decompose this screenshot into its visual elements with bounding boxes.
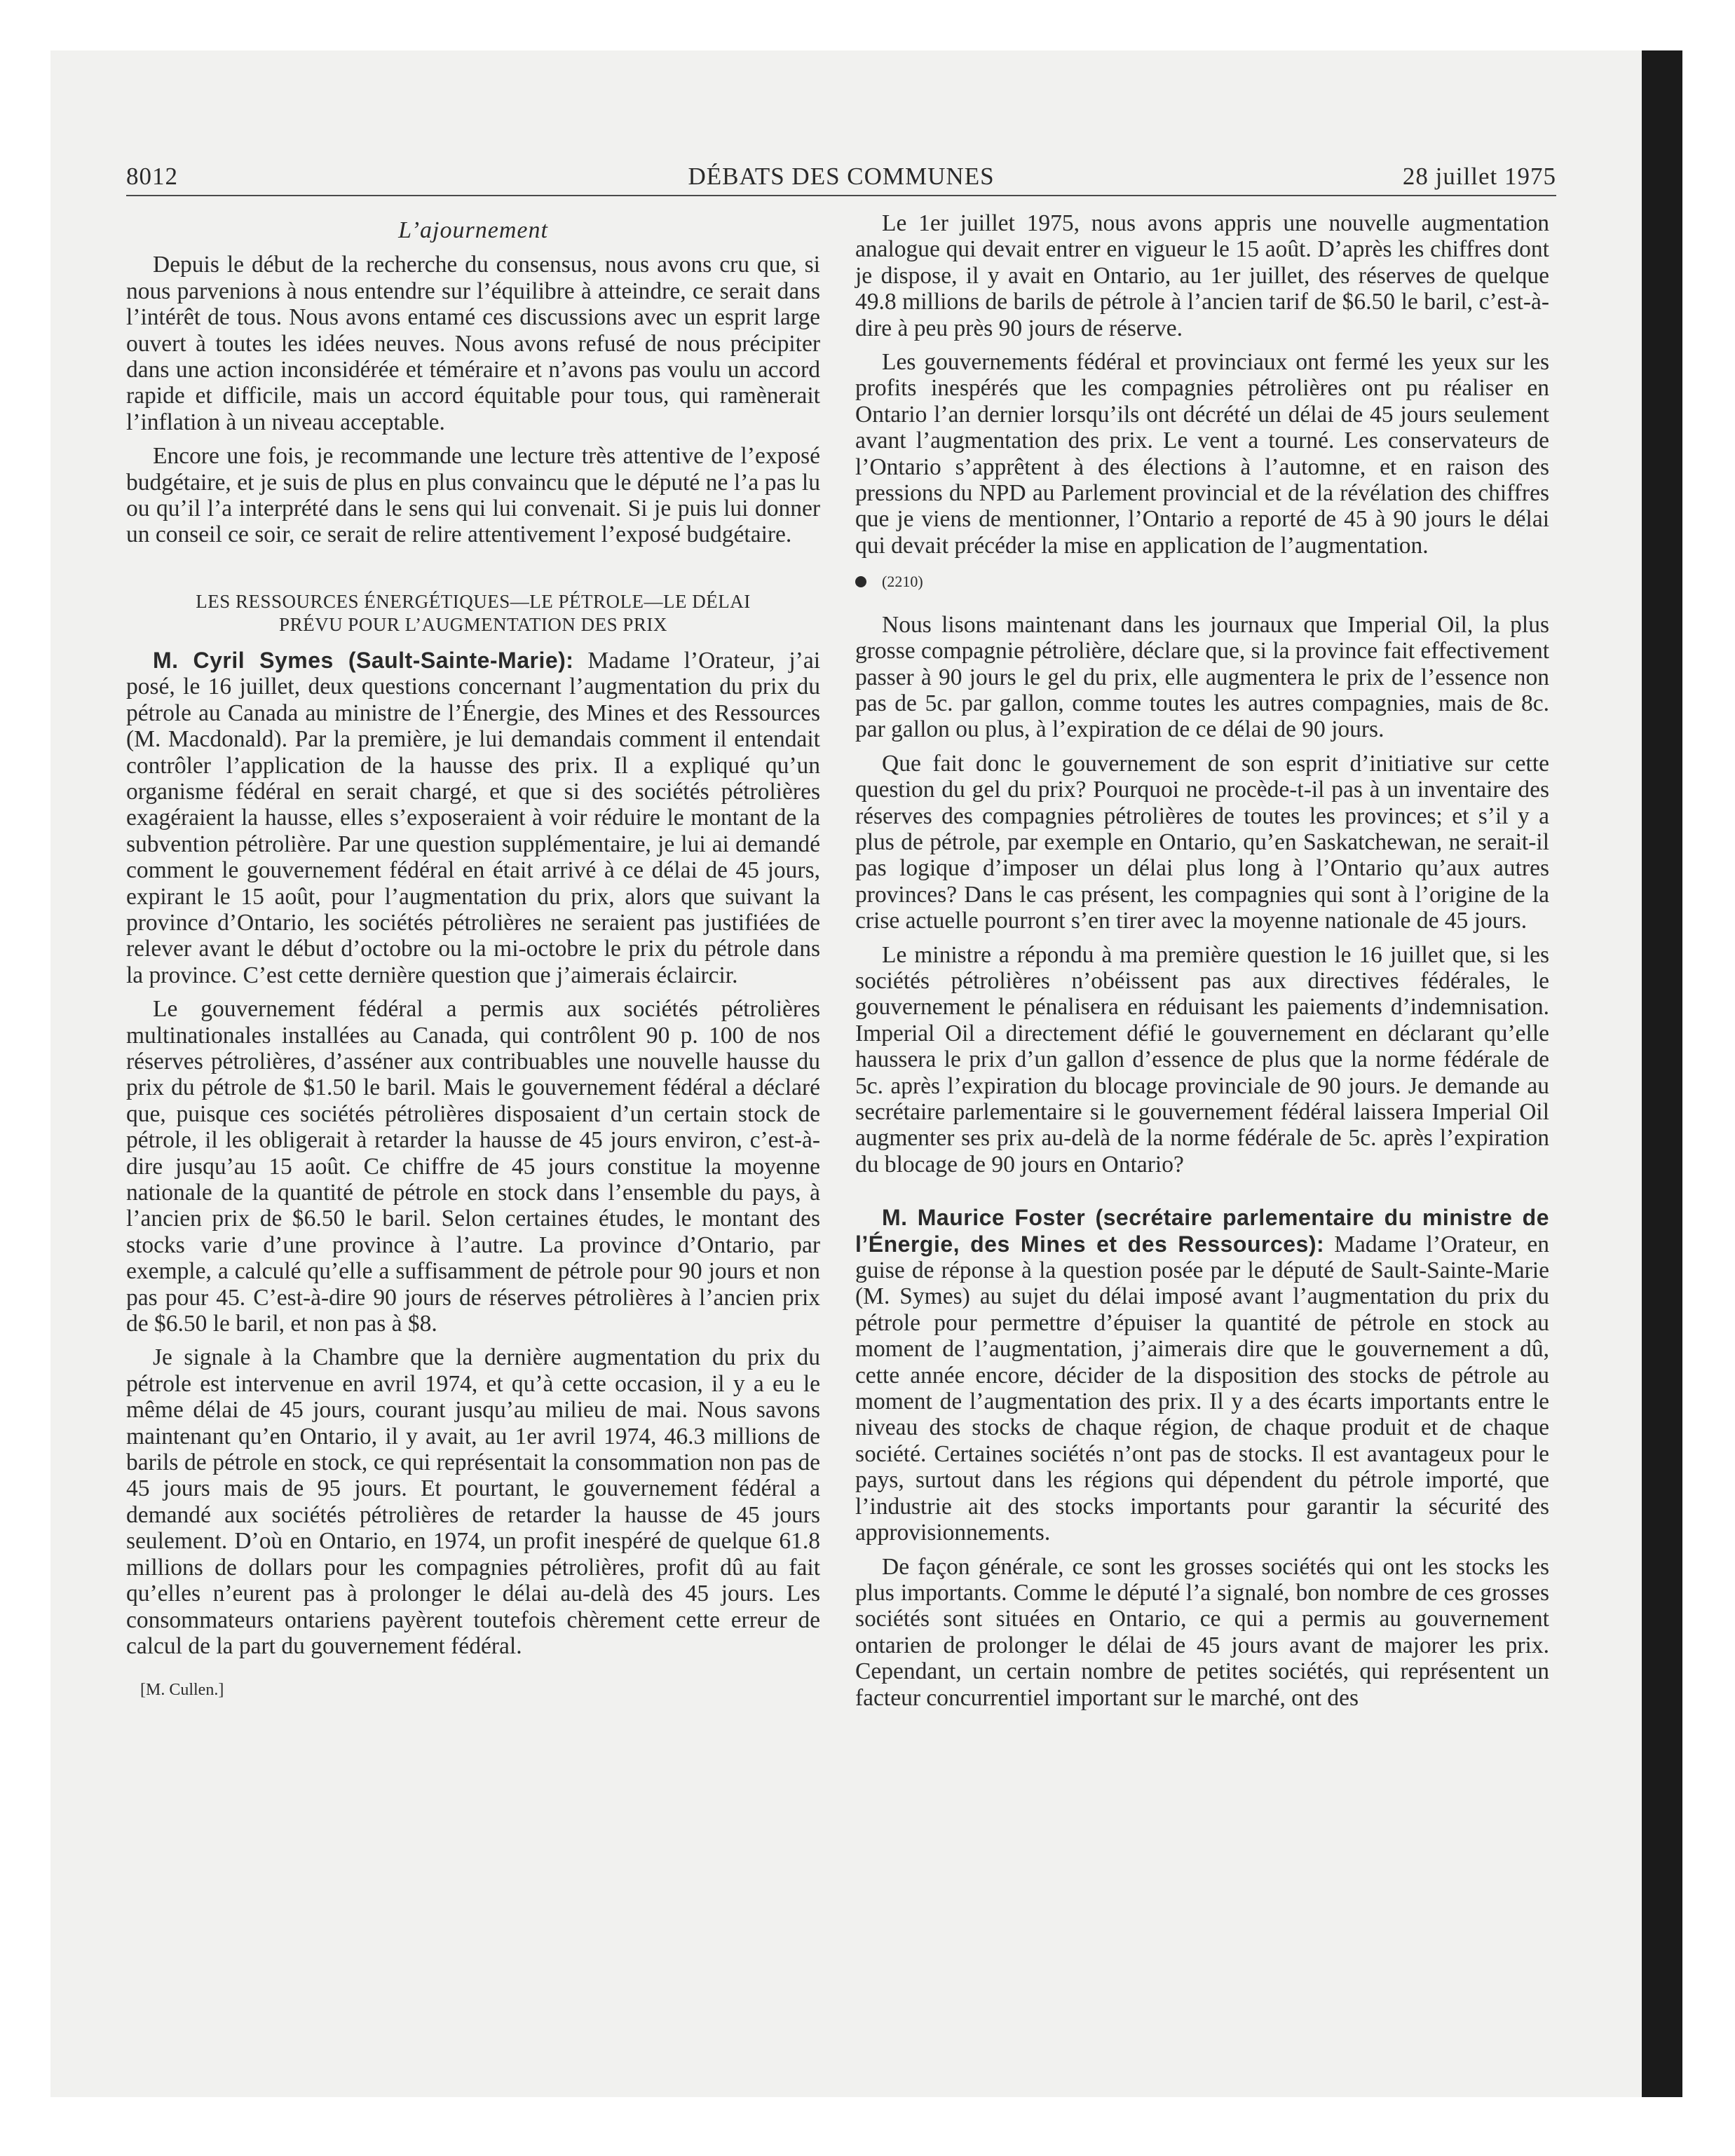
paragraph: Je signale à la Chambre que la dernière augmentation du prix du pétrole est intervenue en avril 1974, et qu’à cette occasion, il y a eu le même délai de 45 jours, courant jusqu’au milieu de mai. Nous savons maintenant qu’en Ontario, il y avait, au 1er avril 1974, 46.3 millions de barils de pétrole en stock, ce qui représentait la consommation non pas de 45 jours mais de 95 jours. Et pourtant, le gouvernement fédéral a demandé aux sociétés pétrolières de retarder la hausse de 45 jours seulement. D’où en Ontario, en 1974, un profit inespéré de quelque 61.8 millions de dollars pour les compagnies pétrolières, profit dû au fait qu’elles n’eurent pas à prolonger le délai au-delà des 45 jours. Les consommateurs ontariens payèrent toutefois chèrement cette erreur de calcul de la part du gouvernement fédéral. [126,1344,820,1659]
page-date: 28 juillet 1975 [1402,163,1556,190]
paragraph: Depuis le début de la recherche du consensus, nous avons cru que, si nous parvenions à nous entendre sur l’équilibre à atteindre, ce serait dans l’intérêt de tous. Nous avons entamé ces discussions avec un esprit large ouvert à toutes les idées neuves. Nous avons refusé de nous précipiter dans une action inconsidérée et téméraire et n’avons pas voulu un accord rapide et difficile, mais un accord équitable pour tous, qui ramènerait l’inflation à un niveau acceptable. [126,252,820,435]
time-marker [855,568,1549,594]
time-stamp: (2210) [882,573,923,591]
speaker-name: M. Maurice Foster (secrétaire parlementaire du ministre de l’Énergie, des Mines et des Ressources): [855,1205,1549,1257]
speech-paragraph [126,648,820,988]
section-title: L’ajournement [398,217,548,243]
speech-paragraph [855,1205,1549,1546]
bullet-icon [855,576,866,587]
page-header [126,163,1556,198]
paragraph: Encore une fois, je recommande une lecture très attentive de l’exposé budgétaire, et je suis de plus en plus convaincu que le député ne l’a pas lu ou qu’il l’a interprété dans le sens qui lui convenait. Si je puis lui donner un conseil ce soir, ce serait de relire attentivement l’exposé budgétaire. [126,443,820,548]
page-number: 8012 [126,163,178,190]
paragraph: Les gouvernements fédéral et provinciaux ont fermé les yeux sur les profits inespérés que les compagnies pétrolières ont pu réaliser en Ontario l’an dernier lorsqu’ils ont décrété un délai de 45 jours seulement avant l’augmentation des prix. Le vent a tourné. Les conservateurs de l’Ontario s’apprêtent à des élections à l’automne, et en raison des pressions du NPD au Parlement provincial et de la révélation des chiffres que je viens de mentionner, l’Ontario a reporté de 45 à 90 jours le délai qui devait précéder la mise en application de l’augmentation. [855,349,1549,559]
footnote: [M. Cullen.] [140,1681,224,1700]
speaker-name: M. Cyril Symes (Sault-Sainte-Marie): [153,647,574,673]
speech-text: Madame l’Orateur, j’ai posé, le 16 juillet, deux questions concernant l’augmentation du prix du pétrole au Canada au ministre de l’Énergie, des Mines et des Ressources (M. Macdonald). Par la première, je lui demandais comment il entendait contrôler l’application de la hausse des prix. Il a expliqué qu’un organisme fédéral en serait chargé, et que si des sociétés pétrolières exagéraient la hausse, elles s’exposeraient à voir réduire le montant de la subvention pétrolière. Par une question supplémentaire, je lui ai demandé comment le gouvernement fédéral en était arrivé à ce délai de 45 jours, expirant le 15 août, pour l’augmentation du prix, alors que suivant la province d’Ontario, les sociétés pétrolières ne seraient pas justifiées de relever avant le début d’octobre ou la mi-octobre le prix du pétrole dans la province. C’est cette dernière question que j’aimerais éclaircir. [126,647,821,988]
scan-edge [1642,50,1682,2097]
paragraph: Le ministre a répondu à ma première question le 16 juillet que, si les sociétés pétrolières n’obéissent pas aux directives fédérales, le gouvernement le pénalisera en réduisant les paiements d’indemnisation. Imperial Oil a directement défié le gouvernement en déclarant qu’elle haussera le prix d’un gallon d’essence de plus que la norme fédérale de 5c. après l’expiration du blocage provinciale de 90 jours. Je demande au secrétaire parlementaire si le gouvernement fédéral laissera Imperial Oil augmenter ses prix au-delà de la norme fédérale de 5c. après l’expiration du blocage de 90 jours en Ontario? [855,941,1549,1178]
rubric-line: LES RESSOURCES ÉNERGÉTIQUES—LE PÉTROLE—LE DÉLAI [196,590,751,612]
paragraph: Le 1er juillet 1975, nous avons appris une nouvelle augmentation analogue qui devait entrer en vigueur le 15 août. D’après les chiffres dont je dispose, il y avait en Ontario, au 1er juillet, des réserves de quelque 49.8 millions de barils de pétrole à l’ancien tarif de $6.50 le baril, c’est-à-dire à peu près 90 jours de réserve. [855,210,1549,341]
paragraph: Le gouvernement fédéral a permis aux sociétés pétrolières multinationales installées au Canada, qui contrôlent 90 p. 100 de nos réserves pétrolières, d’asséner aux contribuables une nouvelle hausse du prix du pétrole de $1.50 le baril. Mais le gouvernement fédéral a déclaré que, puisque ces sociétés pétrolières disposaient d’un certain stock de pétrole, il les obligerait à retarder la hausse de 45 jours environ, c’est-à-dire jusqu’au 15 août. Ce chiffre de 45 jours constitue la moyenne nationale de la quantité de pétrole en stock dans l’ensemble du pays, à l’ancien prix de $6.50 le baril. Selon certaines études, le montant des stocks varie d’une province à l’autre. La province d’Ontario, par exemple, a calculé qu’elle a suffisamment de pétrole pour 90 jours et non pas pour 45. C’est-à-dire 90 jours de réserves pétrolières à l’ancien prix de $6.50 le baril, et non pas à $8. [126,996,820,1337]
spacer [855,1185,1549,1205]
rubric-line: PRÉVU POUR L’AUGMENTATION DES PRIX [279,613,667,635]
header-rule [126,195,1556,196]
paragraph: De façon générale, ce sont les grosses sociétés qui ont les stocks les plus importants. Comme le député l’a signalé, bon nombre de ces grosses sociétés sont situées en Ontario, ce qui a permis au gouvernement ontarien de prolonger le délai de 45 jours avant de majorer les prix. Cependant, un certain nombre de petites sociétés, qui représentent un facteur concurrentiel important sur le marché, ont des [855,1553,1549,1711]
rubric-heading [154,590,792,636]
paragraph: Que fait donc le gouvernement de son esprit d’initiative sur cette question du gel du prix? Pourquoi ne procède-t-il pas à un inventaire des réserves des compagnies pétrolières de toutes les provinces; et s’il y a plus de pétrole, par exemple en Ontario, qu’en Saskatchewan, ne serait-il pas logique d’imposer un délai plus long à l’Ontario qu’aux autres provinces? Dans le cas présent, les compagnies qui sont à l’origine de la crise actuelle pourront s’en tirer avec la moyenne nationale de 45 jours. [855,750,1549,934]
publication-title: DÉBATS DES COMMUNES [688,163,995,190]
speech-text: Madame l’Orateur, en guise de réponse à la question posée par le député de Sault-Sainte-Marie (M. Symes) au sujet du délai imposé avant l’augmentation du prix du pétrole pour permettre d’épuiser la quantité de pétrole en stock au moment de l’augmentation, j’aimerais dire que le gouvernement a dû, cette année encore, décider de la disposition des stocks de pétrole au moment de l’augmentation des prix. Il y a des écarts importants entre le niveau des stocks de chaque région, de chaque produit et de chaque société. Certaines sociétés n’ont pas de stocks. Il est avantageux pour le pays, surtout dans les régions qui dépendent du pétrole importé, que l’industrie ait des stocks importants pour garantir la sécurité des approvisionnements. [855,1231,1550,1546]
left-column [126,210,820,1704]
paragraph: Nous lisons maintenant dans les journaux que Imperial Oil, la plus grosse compagnie pétrolière, déclare que, si la province fait effectivement passer à 90 jours le gel du prix, elle augmentera le prix de l’essence non pas de 5c. par gallon, comme toutes les autres compagnies, mais de 8c. par gallon ou plus, à l’expiration de ce délai de 90 jours. [855,611,1549,743]
right-column [855,210,1549,1719]
